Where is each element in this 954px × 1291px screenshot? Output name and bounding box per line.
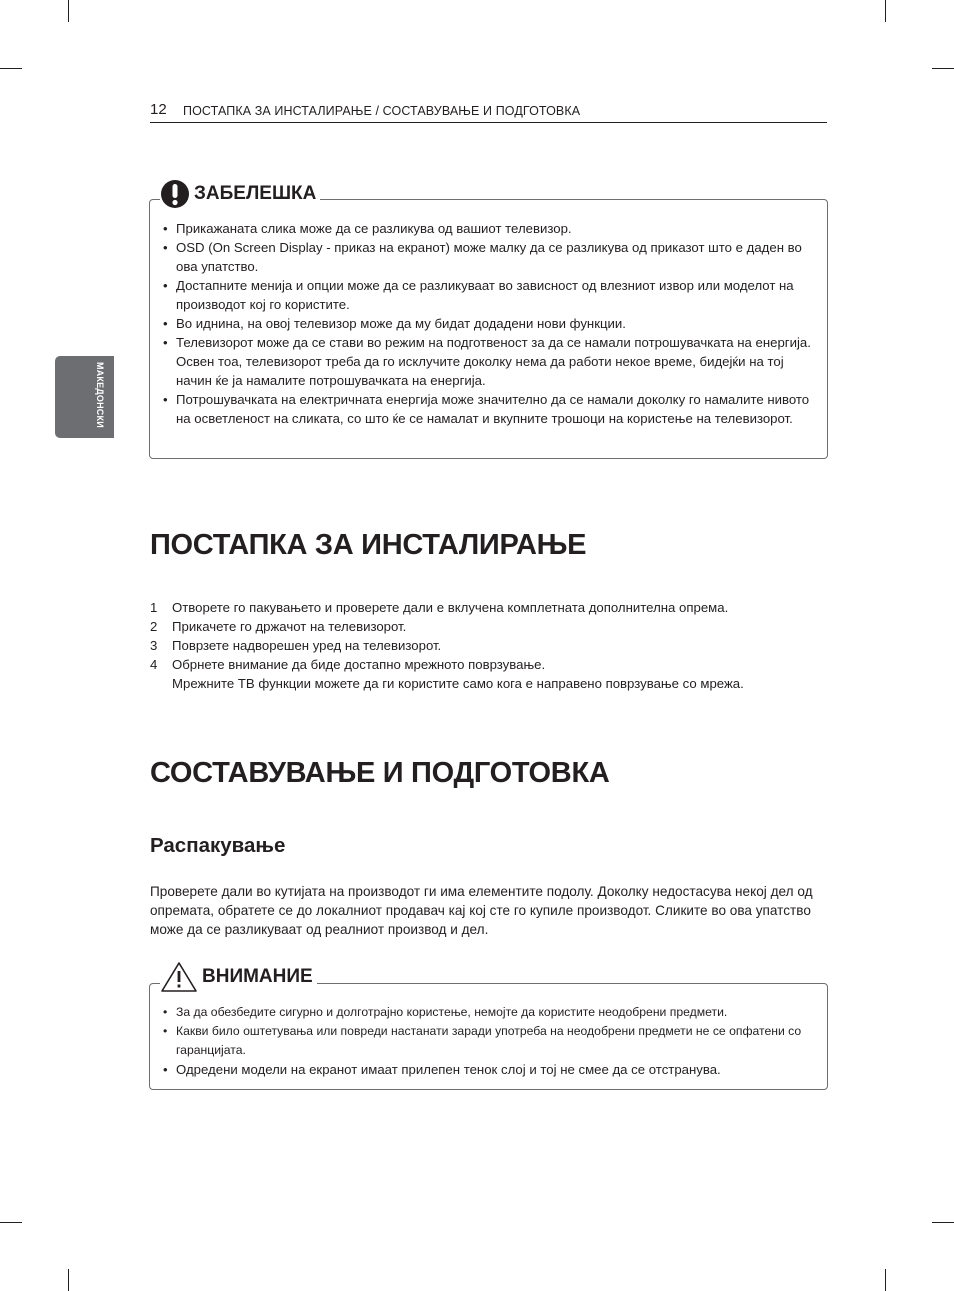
list-item: • Какви било оштетувања или повреди настанати заради употреба на неодобрени предмети не се опфатени со гаранцијата. bbox=[150, 1022, 822, 1060]
caution-heading-label: ВНИМАНИЕ bbox=[202, 966, 313, 987]
crop-mark bbox=[68, 0, 69, 22]
crop-mark bbox=[885, 0, 886, 22]
warning-triangle-icon bbox=[160, 961, 198, 993]
list-item: • Во иднина, на овој телевизор може да му бидат додадени нови функции. bbox=[150, 314, 822, 333]
step-text: Поврзете надворешен уред на телевизорот. bbox=[172, 638, 442, 653]
step-item bbox=[150, 636, 827, 655]
note-box bbox=[149, 183, 828, 459]
running-title: ПОСТАПКА ЗА ИНСТАЛИРАЊЕ / СОСТАВУВАЊЕ И ПОДГОТОВКА bbox=[183, 104, 581, 118]
note-heading-label: ЗАБЕЛЕШКА bbox=[194, 183, 317, 204]
page-number: 12 bbox=[150, 101, 167, 118]
step-text: Обрнете внимание да биде достапно мрежното поврзување. bbox=[172, 657, 546, 672]
step-item bbox=[150, 655, 827, 693]
note-list bbox=[150, 219, 822, 428]
list-item: • Потрошувачката на електричната енергија може значително да се намали доколку го намалите нивото на осветленост на сликата, со што ќе се намалат и вкупните трошоци на користење на телевизорот. bbox=[150, 390, 822, 428]
installation-steps bbox=[150, 598, 827, 693]
list-item: • Достапните менија и опции може да се разликуваат во зависност од влезниот извор или моделот на производот кој го користите. bbox=[150, 276, 822, 314]
crop-mark bbox=[885, 1269, 886, 1291]
list-item: • Телевизорот може да се стави во режим на подготвеност за да се намали потрошувачката на енергија. Освен тоа, телевизорот треба да го исклучите доколку нема да работи некое време, бидејќи на тој начин ќе ја намалите потрошувачката на енергија. bbox=[150, 333, 822, 390]
crop-mark bbox=[0, 68, 22, 69]
caution-box bbox=[149, 966, 828, 1090]
section-title-installation: ПОСТАПКА ЗА ИНСТАЛИРАЊЕ bbox=[150, 529, 587, 561]
crop-mark bbox=[68, 1269, 69, 1291]
caution-list bbox=[150, 1003, 822, 1079]
step-number: 4 bbox=[150, 657, 158, 672]
step-item bbox=[150, 617, 827, 636]
step-text: Отворете го пакувањето и проверете дали е вклучена комплетната дополнителна опрема. bbox=[172, 600, 729, 615]
step-text: Прикачете го држачот на телевизорот. bbox=[172, 619, 407, 634]
note-heading bbox=[160, 176, 320, 212]
list-item: • Одредени модели на екранот имаат прилепен тенок слој и тој не смее да се отстранува. bbox=[150, 1060, 822, 1079]
step-number: 3 bbox=[150, 638, 158, 653]
subsection-title-unpacking: Распакување bbox=[150, 834, 286, 857]
crop-mark bbox=[932, 1222, 954, 1223]
exclamation-icon bbox=[160, 179, 190, 209]
section-title-assembly: СОСТАВУВАЊЕ И ПОДГОТОВКА bbox=[150, 757, 610, 789]
page-header bbox=[150, 101, 827, 123]
crop-mark bbox=[0, 1222, 22, 1223]
list-item: • Прикажаната слика може да се разликува од вашиот телевизор. bbox=[150, 219, 822, 238]
language-label: МАКЕДОНСКИ bbox=[95, 362, 105, 428]
step-number: 2 bbox=[150, 619, 158, 634]
crop-mark bbox=[932, 68, 954, 69]
list-item: • За да обезбедите сигурно и долготрајно користење, немојте да користите неодобрени предмети. bbox=[150, 1003, 822, 1022]
step-text-continued: Мрежните ТВ функции можете да ги користите само кога е направено поврзување со мрежа. bbox=[172, 676, 744, 691]
step-item bbox=[150, 598, 827, 617]
list-item: • OSD (On Screen Display - приказ на екранот) може малку да се разликува од приказот што е даден во ова упатство. bbox=[150, 238, 822, 276]
language-tab bbox=[55, 356, 114, 438]
step-number: 1 bbox=[150, 600, 158, 615]
unpacking-paragraph: Проверете дали во кутијата на производот ги има елементите подолу. Доколку недостасува некој дел од опремата, обратете се до локалниот продавач кај кој сте го купиле производот. Сликите во ова упатство може да се разликуваат од реалниот производ и дел. bbox=[150, 884, 813, 937]
caution-heading bbox=[160, 959, 317, 995]
